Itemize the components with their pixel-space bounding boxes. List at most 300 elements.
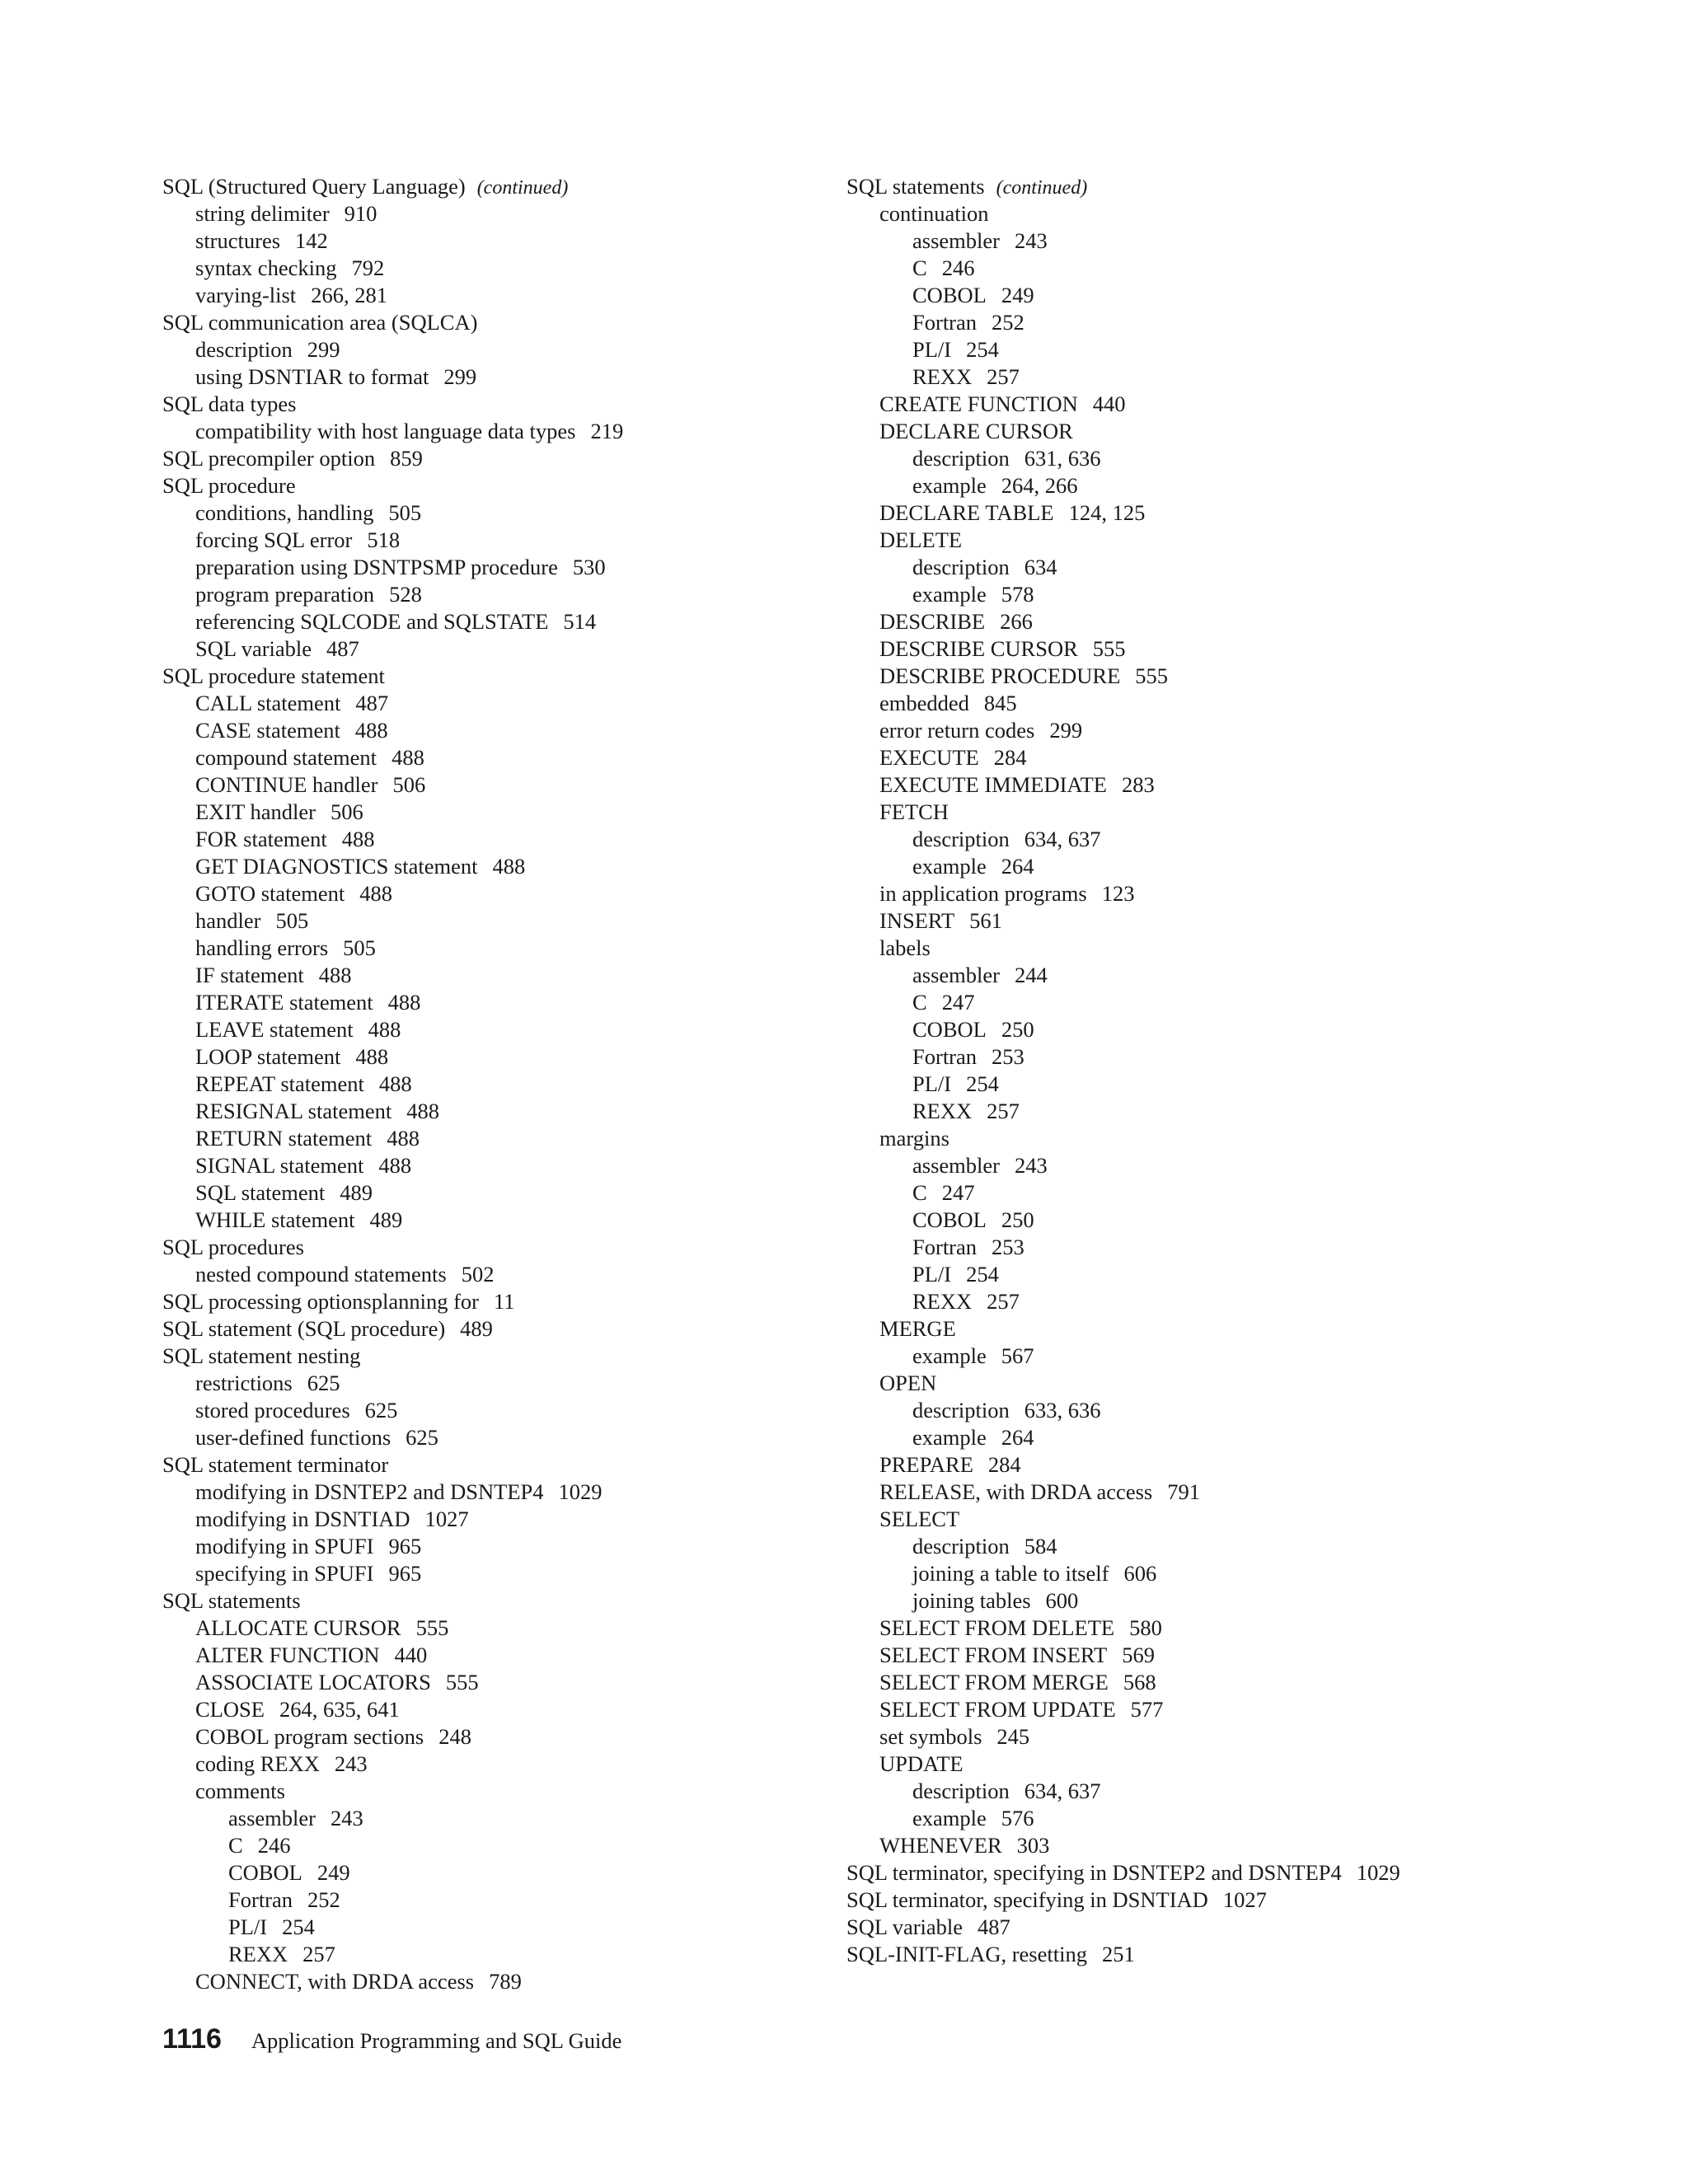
page-reference: 1027 — [1222, 1887, 1267, 1912]
index-term: PL/I — [912, 1071, 952, 1096]
index-term: SQL procedure statement — [162, 663, 385, 688]
page-reference: 489 — [369, 1207, 403, 1232]
page-reference: 488 — [406, 1099, 439, 1123]
page-reference: 487 — [326, 636, 359, 661]
index-term: coding REXX — [195, 1751, 320, 1776]
index-term: RESIGNAL statement — [195, 1099, 392, 1123]
page-reference: 299 — [1049, 718, 1083, 743]
index-entry — [846, 771, 1522, 799]
index-term: SQL variable — [195, 636, 312, 661]
index-entry — [162, 1696, 838, 1723]
index-entry — [162, 581, 838, 608]
index-entry — [162, 880, 838, 907]
page-reference: 488 — [378, 1153, 412, 1178]
page-reference: 247 — [941, 990, 975, 1015]
index-term: INSERT — [879, 908, 955, 933]
index-term: compound statement — [195, 745, 377, 770]
index-entry — [846, 1805, 1522, 1832]
page-reference: 514 — [563, 609, 597, 634]
index-term: handling errors — [195, 935, 329, 960]
index-entry — [846, 1071, 1522, 1098]
index-entry — [846, 391, 1522, 418]
index-term: example — [912, 854, 987, 879]
index-entry — [162, 1071, 838, 1098]
index-entry — [162, 1179, 838, 1207]
index-term: forcing SQL error — [195, 527, 353, 552]
page-reference: 488 — [378, 1071, 412, 1096]
index-entry — [162, 1615, 838, 1642]
page-reference: 264 — [1001, 854, 1034, 879]
index-term: SELECT FROM UPDATE — [879, 1697, 1116, 1722]
index-column-right — [846, 173, 1522, 1968]
index-term: description — [912, 1534, 1010, 1558]
index-term: continuation — [879, 201, 989, 226]
page-reference: 257 — [987, 1099, 1020, 1123]
page-reference: 488 — [368, 1017, 401, 1042]
page-reference: 244 — [1014, 963, 1048, 987]
index-entry — [846, 1642, 1522, 1669]
index-term: MERGE — [879, 1316, 956, 1341]
index-term: preparation using DSNTPSMP procedure — [195, 555, 558, 579]
index-entry — [162, 1560, 838, 1587]
index-term: Fortran — [912, 1044, 978, 1069]
index-term: EXIT handler — [195, 799, 316, 824]
page-reference: 505 — [388, 500, 422, 525]
page-reference: 257 — [302, 1942, 335, 1966]
index-term: REXX — [228, 1942, 288, 1966]
page-reference: 606 — [1123, 1561, 1157, 1586]
page-reference: 253 — [992, 1044, 1025, 1069]
index-term: DELETE — [879, 527, 963, 552]
index-entry — [846, 1914, 1522, 1941]
index-entry — [162, 826, 838, 853]
index-term: ALLOCATE CURSOR — [195, 1615, 401, 1640]
index-term: ASSOCIATE LOCATORS — [195, 1670, 431, 1694]
index-term: SQL statement nesting — [162, 1343, 361, 1368]
index-entry — [846, 200, 1522, 227]
index-term: RELEASE, with DRDA access — [879, 1479, 1153, 1504]
page-reference: 530 — [572, 555, 606, 579]
index-term: in application programs — [879, 881, 1087, 906]
index-term: stored procedures — [195, 1398, 350, 1422]
index-term: DECLARE TABLE — [879, 500, 1054, 525]
index-entry — [162, 799, 838, 826]
index-entry — [162, 1805, 838, 1832]
page-reference: 284 — [993, 745, 1027, 770]
index-entry — [162, 1207, 838, 1234]
page-reference: 250 — [1001, 1207, 1034, 1232]
index-entry — [162, 1941, 838, 1968]
page-reference: 569 — [1122, 1643, 1155, 1667]
page-reference: 488 — [492, 854, 526, 879]
index-term: joining a table to itself — [912, 1561, 1109, 1586]
page-reference: 555 — [1135, 663, 1169, 688]
index-term: modifying in DSNTIAD — [195, 1507, 410, 1531]
index-term: description — [912, 1779, 1010, 1803]
index-term: GOTO statement — [195, 881, 345, 906]
index-term: compatibility with host language data types — [195, 419, 576, 443]
continued-note: (continued) — [476, 177, 569, 199]
index-term: CONTINUE handler — [195, 772, 378, 797]
page-reference: 625 — [364, 1398, 398, 1422]
index-term: using DSNTIAR to format — [195, 364, 429, 389]
index-term: modifying in DSNTEP2 and DSNTEP4 — [195, 1479, 544, 1504]
index-entry — [846, 1288, 1522, 1315]
page-reference: 631, 636 — [1024, 446, 1101, 471]
index-entry — [162, 1479, 838, 1506]
index-term: string delimiter — [195, 201, 330, 226]
index-term: SQL statement terminator — [162, 1452, 389, 1477]
index-term: OPEN — [879, 1371, 937, 1395]
index-entry — [846, 1125, 1522, 1152]
index-term: SQL statement — [195, 1180, 326, 1205]
index-entry — [846, 1343, 1522, 1370]
index-entry — [846, 1696, 1522, 1723]
page-reference: 577 — [1130, 1697, 1164, 1722]
page-reference: 299 — [443, 364, 477, 389]
index-term: SQL communication area (SQLCA) — [162, 310, 478, 335]
index-entry — [846, 1098, 1522, 1125]
page-reference: 219 — [590, 419, 624, 443]
index-entry — [162, 1424, 838, 1451]
index-entry — [162, 1533, 838, 1560]
index-entry — [162, 1723, 838, 1750]
index-term: SQL processing optionsplanning for — [162, 1289, 479, 1314]
index-entry — [162, 717, 838, 744]
index-term: C — [228, 1833, 243, 1858]
page-reference: 488 — [387, 1126, 420, 1151]
index-term: GET DIAGNOSTICS statement — [195, 854, 478, 879]
index-term: description — [912, 827, 1010, 851]
page-reference: 489 — [460, 1316, 493, 1341]
index-term: PL/I — [912, 337, 952, 362]
index-entry — [846, 173, 1522, 200]
page-reference: 254 — [966, 1262, 999, 1286]
index-entry — [162, 1914, 838, 1941]
index-term: DECLARE CURSOR — [879, 419, 1073, 443]
index-term: comments — [195, 1779, 285, 1803]
index-entry — [846, 1859, 1522, 1886]
index-entry — [846, 1669, 1522, 1696]
index-term: SQL terminator, specifying in DSNTEP2 and DSNTEP4 — [846, 1860, 1342, 1885]
index-term: Fortran — [912, 1235, 978, 1259]
index-term: handler — [195, 908, 261, 933]
index-term: WHENEVER — [879, 1833, 1002, 1858]
index-entry — [846, 309, 1522, 336]
page-reference: 600 — [1045, 1588, 1079, 1613]
index-entry — [162, 336, 838, 363]
index-entry — [846, 1941, 1522, 1968]
index-term: example — [912, 1425, 987, 1450]
index-entry — [846, 717, 1522, 744]
index-term: RETURN statement — [195, 1126, 373, 1151]
index-entry — [162, 1397, 838, 1424]
index-term: assembler — [912, 1153, 1000, 1178]
index-entry — [162, 1669, 838, 1696]
index-term: SQL precompiler option — [162, 446, 376, 471]
page-reference: 246 — [257, 1833, 291, 1858]
index-term: FOR statement — [195, 827, 327, 851]
index-term: program preparation — [195, 582, 375, 607]
index-entry — [162, 663, 838, 690]
index-term: C — [912, 1180, 927, 1205]
index-term: SQL statement (SQL procedure) — [162, 1316, 446, 1341]
index-entry — [846, 554, 1522, 581]
index-term: SQL statements — [846, 174, 985, 199]
index-entry — [162, 173, 838, 200]
page-reference: 245 — [996, 1724, 1030, 1749]
index-term: WHILE statement — [195, 1207, 355, 1232]
page-reference: 264 — [1001, 1425, 1034, 1450]
index-entry — [846, 1016, 1522, 1043]
index-term: modifying in SPUFI — [195, 1534, 374, 1558]
index-term: SQL (Structured Query Language) — [162, 174, 466, 199]
page-reference: 1027 — [424, 1507, 469, 1531]
index-entry — [846, 1152, 1522, 1179]
page-reference: 789 — [489, 1969, 522, 1994]
index-entry — [162, 472, 838, 499]
index-entry — [162, 989, 838, 1016]
index-entry — [846, 1886, 1522, 1914]
index-entry — [162, 200, 838, 227]
page-reference: 247 — [941, 1180, 975, 1205]
page-reference: 254 — [966, 1071, 999, 1096]
index-term: REXX — [912, 1099, 973, 1123]
page-reference: 266, 281 — [311, 283, 387, 307]
index-term: varying-list — [195, 283, 297, 307]
page-footer — [162, 2023, 621, 2055]
index-term: DESCRIBE PROCEDURE — [879, 663, 1121, 688]
index-entry — [162, 1968, 838, 1995]
index-entry — [162, 1152, 838, 1179]
index-entry — [162, 554, 838, 581]
index-entry — [846, 1560, 1522, 1587]
page-reference: 561 — [969, 908, 1002, 933]
index-term: DESCRIBE CURSOR — [879, 636, 1078, 661]
page-reference: 488 — [341, 827, 375, 851]
page-reference: 257 — [987, 364, 1020, 389]
page-reference: 243 — [1014, 228, 1048, 253]
index-entry — [162, 1859, 838, 1886]
page-reference: 634, 637 — [1024, 827, 1101, 851]
page-reference: 580 — [1129, 1615, 1162, 1640]
index-column-left — [162, 173, 838, 1995]
page-reference: 634, 637 — [1024, 1779, 1101, 1803]
index-entry — [162, 1370, 838, 1397]
index-term: assembler — [912, 963, 1000, 987]
index-entry — [846, 1315, 1522, 1343]
index-entry — [162, 1886, 838, 1914]
index-entry — [846, 1261, 1522, 1288]
index-entry — [846, 962, 1522, 989]
index-entry — [846, 1179, 1522, 1207]
index-entry — [162, 445, 838, 472]
index-entry — [162, 1016, 838, 1043]
index-entry — [846, 744, 1522, 771]
page-reference: 440 — [394, 1643, 428, 1667]
index-term: PL/I — [228, 1915, 268, 1939]
index-entry — [846, 826, 1522, 853]
index-entry — [162, 907, 838, 935]
page-reference: 488 — [392, 745, 424, 770]
page-reference: 264, 266 — [1001, 473, 1078, 498]
index-entry — [162, 635, 838, 663]
index-term: margins — [879, 1126, 950, 1151]
index-entry — [846, 1424, 1522, 1451]
index-entry — [846, 799, 1522, 826]
index-term: LOOP statement — [195, 1044, 341, 1069]
page-reference: 625 — [406, 1425, 438, 1450]
index-entry — [846, 1723, 1522, 1750]
index-term: FETCH — [879, 799, 949, 824]
index-term: embedded — [879, 691, 969, 715]
index-term: SQL procedures — [162, 1235, 304, 1259]
page-reference: 283 — [1122, 772, 1155, 797]
page-reference: 266 — [1000, 609, 1033, 634]
page-reference: 303 — [1016, 1833, 1050, 1858]
index-term: specifying in SPUFI — [195, 1561, 374, 1586]
page-reference: 518 — [367, 527, 401, 552]
index-term: COBOL — [228, 1860, 302, 1885]
index-entry — [162, 1234, 838, 1261]
index-entry — [162, 1750, 838, 1778]
page-reference: 555 — [415, 1615, 449, 1640]
page-reference: 576 — [1001, 1806, 1034, 1830]
index-term: SELECT — [879, 1507, 960, 1531]
page-reference: 253 — [992, 1235, 1025, 1259]
page-reference: 1029 — [558, 1479, 603, 1504]
index-term: CONNECT, with DRDA access — [195, 1969, 475, 1994]
index-entry — [162, 935, 838, 962]
index-term: description — [912, 555, 1010, 579]
index-term: ALTER FUNCTION — [195, 1643, 380, 1667]
index-term: SELECT FROM INSERT — [879, 1643, 1108, 1667]
page-reference: 506 — [330, 799, 363, 824]
index-entry — [162, 608, 838, 635]
index-entry — [162, 418, 838, 445]
page-reference: 252 — [992, 310, 1025, 335]
index-entry — [846, 989, 1522, 1016]
page-reference: 440 — [1092, 391, 1126, 416]
page-reference: 123 — [1101, 881, 1135, 906]
page-reference: 487 — [978, 1915, 1010, 1939]
index-term: referencing SQLCODE and SQLSTATE — [195, 609, 549, 634]
page-reference: 488 — [318, 963, 352, 987]
index-entry — [162, 771, 838, 799]
index-entry — [846, 255, 1522, 282]
page-reference: 910 — [344, 201, 377, 226]
index-term: SELECT FROM DELETE — [879, 1615, 1115, 1640]
page-reference: 488 — [387, 990, 421, 1015]
page-reference: 243 — [334, 1751, 368, 1776]
index-term: assembler — [228, 1806, 316, 1830]
index-entry — [846, 853, 1522, 880]
page-reference: 505 — [343, 935, 376, 960]
page-reference: 965 — [388, 1561, 422, 1586]
index-entry — [846, 1832, 1522, 1859]
index-entry — [162, 363, 838, 391]
page-reference: 528 — [389, 582, 422, 607]
index-term: SQL-INIT-FLAG, resetting — [846, 1942, 1087, 1966]
index-entry — [846, 363, 1522, 391]
index-entry — [162, 1642, 838, 1669]
index-term: SIGNAL statement — [195, 1153, 364, 1178]
index-entry — [846, 1207, 1522, 1234]
page-reference: 488 — [359, 881, 393, 906]
index-entry — [846, 227, 1522, 255]
index-term: set symbols — [879, 1724, 982, 1749]
index-term: EXECUTE — [879, 745, 979, 770]
index-term: labels — [879, 935, 931, 960]
index-term: syntax checking — [195, 255, 337, 280]
index-entry — [846, 1370, 1522, 1397]
page-reference: 264, 635, 641 — [279, 1697, 400, 1722]
page-reference: 555 — [1092, 636, 1126, 661]
index-entry — [846, 445, 1522, 472]
index-entry — [162, 1343, 838, 1370]
page-reference: 299 — [307, 337, 340, 362]
page-reference: 634 — [1024, 555, 1057, 579]
index-entry — [846, 1533, 1522, 1560]
index-term: COBOL program sections — [195, 1724, 424, 1749]
index-entry — [846, 608, 1522, 635]
index-term: CALL statement — [195, 691, 341, 715]
page-reference: 489 — [340, 1180, 373, 1205]
index-term: CLOSE — [195, 1697, 265, 1722]
index-term: SQL procedure — [162, 473, 296, 498]
page-reference: 248 — [438, 1724, 471, 1749]
index-term: PL/I — [912, 1262, 952, 1286]
index-entry — [846, 907, 1522, 935]
index-term: description — [195, 337, 293, 362]
index-term: user-defined functions — [195, 1425, 392, 1450]
continued-note: (continued) — [996, 177, 1088, 199]
index-term: assembler — [912, 228, 1000, 253]
index-term: ITERATE statement — [195, 990, 373, 1015]
page-reference: 1029 — [1356, 1860, 1400, 1885]
index-entry — [162, 309, 838, 336]
index-term: SQL variable — [846, 1915, 964, 1939]
index-entry — [846, 1397, 1522, 1424]
index-entry — [162, 1315, 838, 1343]
page-reference: 859 — [390, 446, 423, 471]
page-reference: 124, 125 — [1068, 500, 1146, 525]
page-reference: 792 — [351, 255, 385, 280]
index-entry — [846, 1479, 1522, 1506]
page-reference: 505 — [275, 908, 309, 933]
index-term: Fortran — [912, 310, 978, 335]
index-term: description — [912, 446, 1010, 471]
page-reference: 243 — [330, 1806, 363, 1830]
index-entry — [162, 527, 838, 554]
index-entry — [846, 880, 1522, 907]
index-entry — [162, 391, 838, 418]
index-term: LEAVE statement — [195, 1017, 354, 1042]
index-entry — [162, 1288, 838, 1315]
page-reference: 488 — [354, 718, 388, 743]
page-reference: 11 — [493, 1289, 515, 1314]
index-entry — [162, 1261, 838, 1288]
page-reference: 487 — [355, 691, 389, 715]
index-entry — [162, 690, 838, 717]
index-entry — [846, 472, 1522, 499]
index-entry — [846, 1778, 1522, 1805]
index-entry — [846, 1506, 1522, 1533]
index-term: error return codes — [879, 718, 1035, 743]
book-title: Application Programming and SQL Guide — [251, 2028, 622, 2053]
index-term: example — [912, 1806, 987, 1830]
page-reference: 254 — [282, 1915, 315, 1939]
